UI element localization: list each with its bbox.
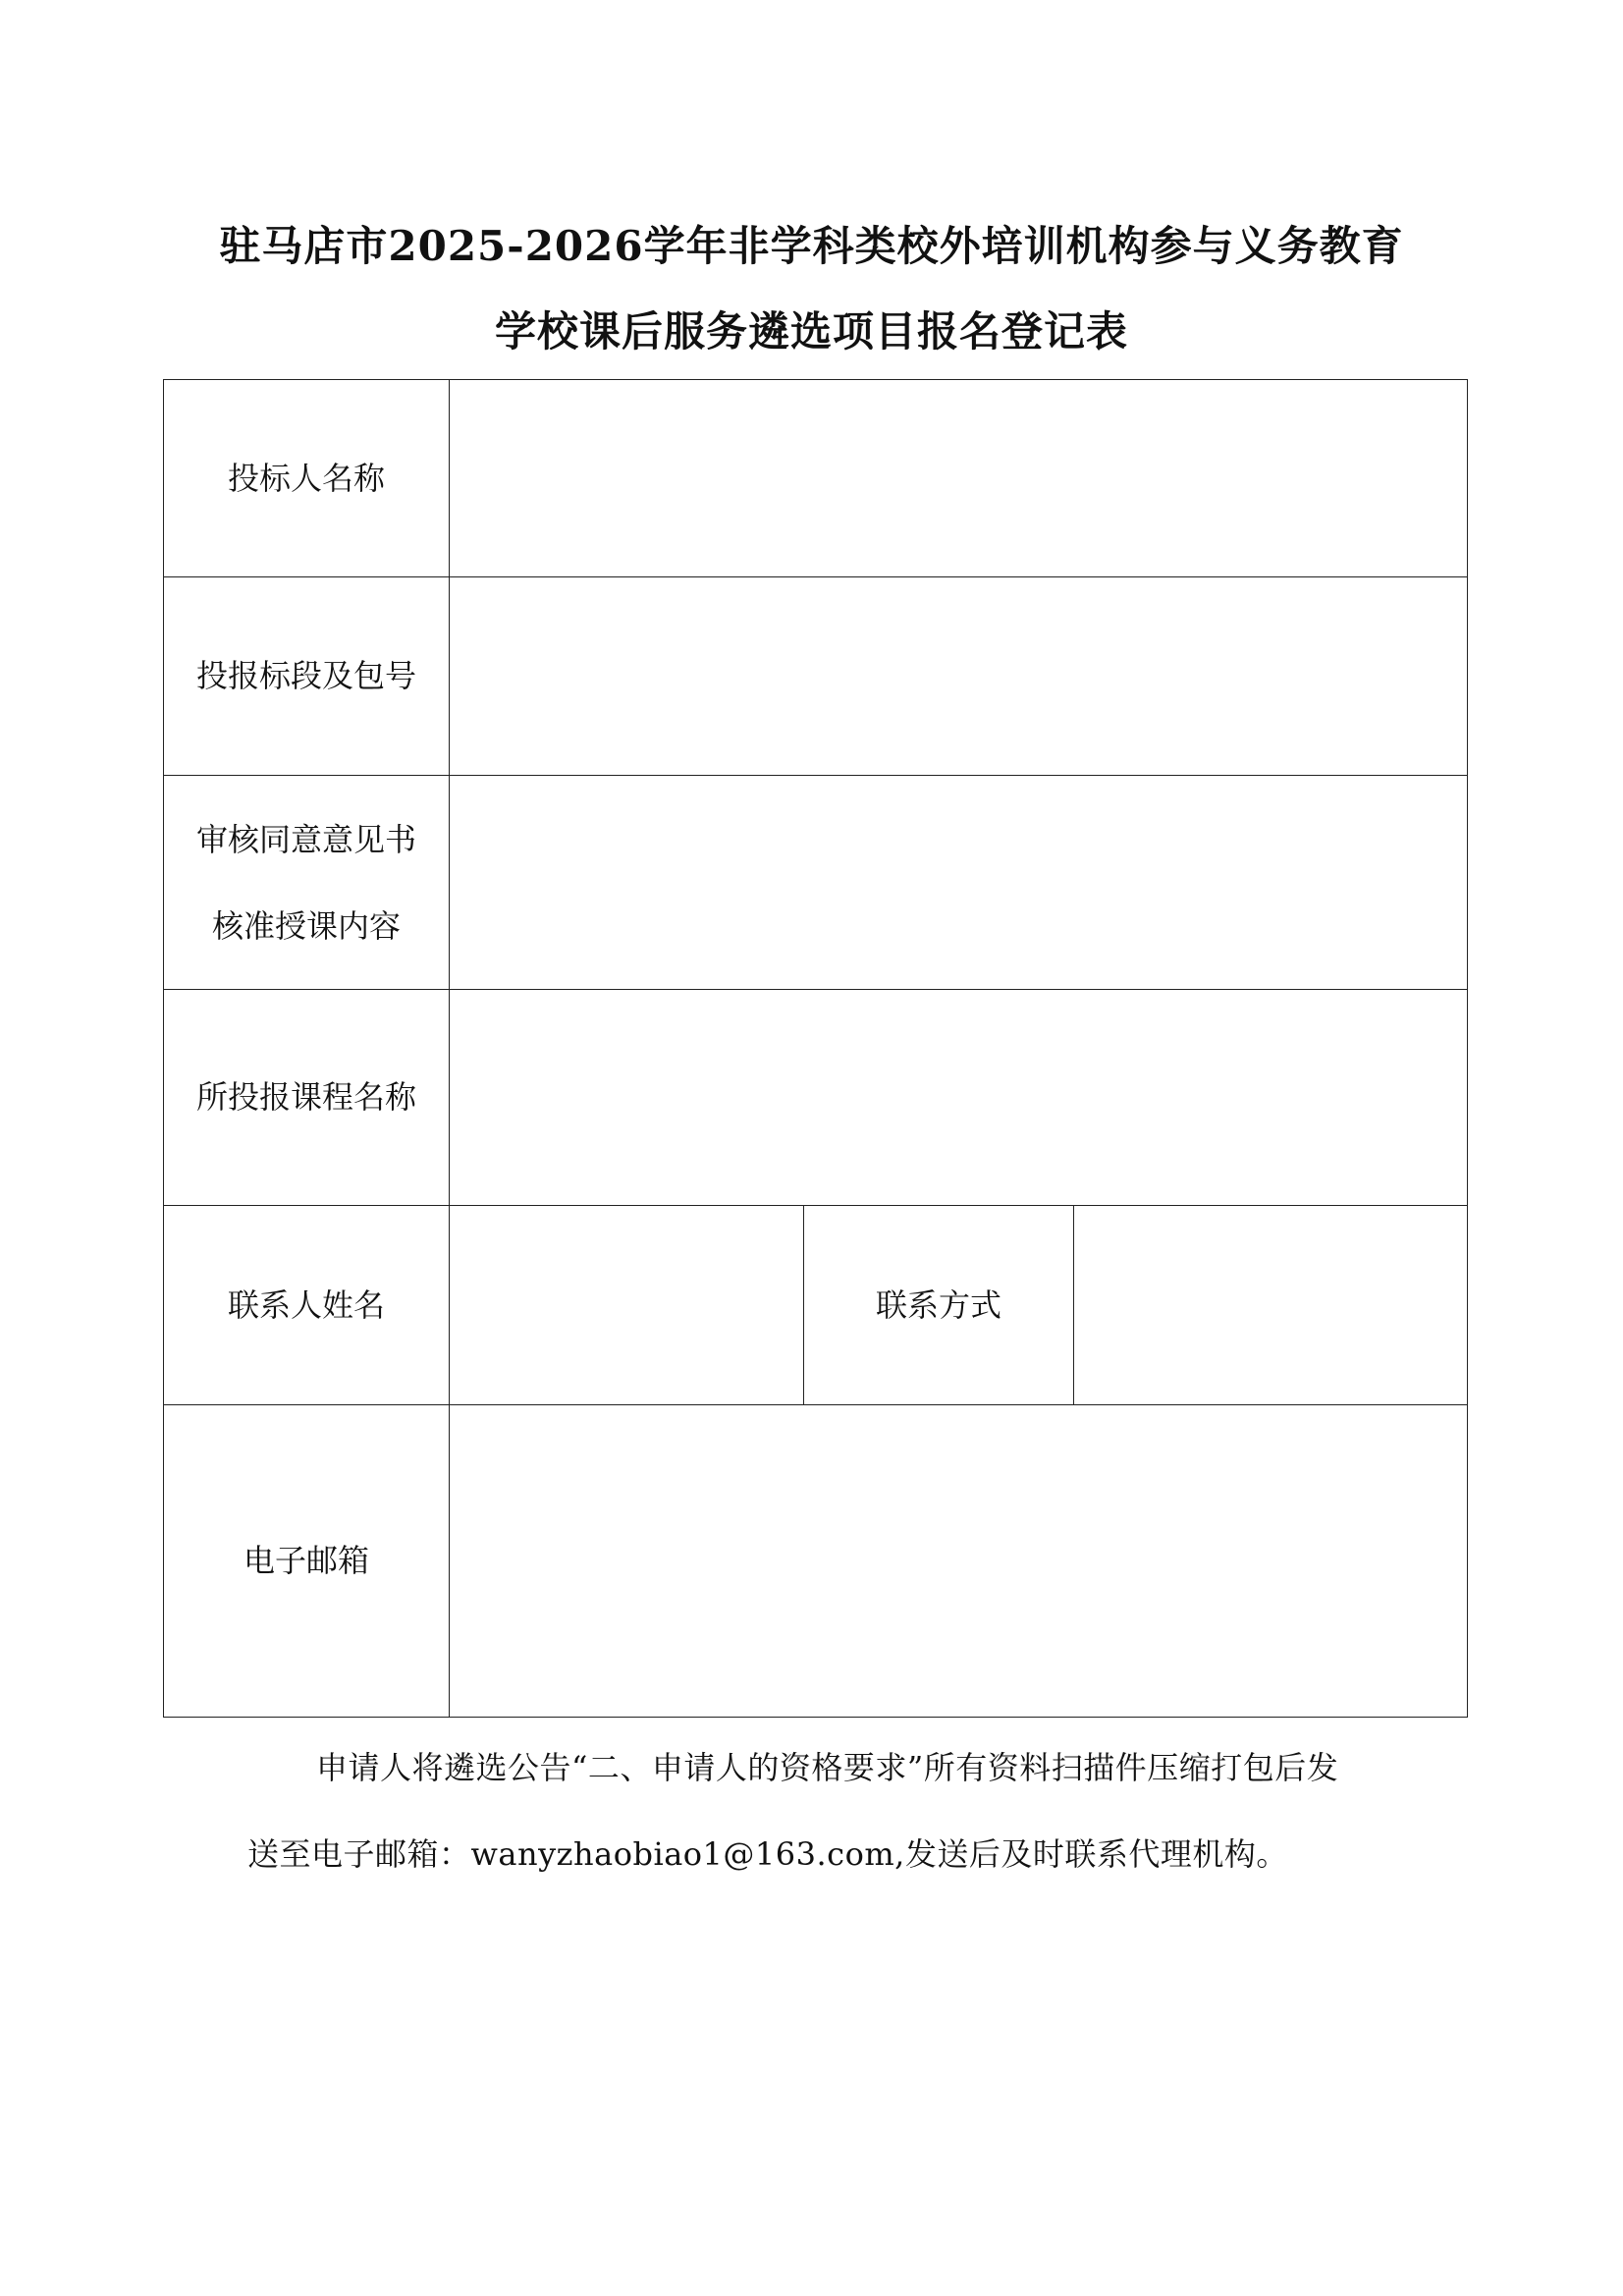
approval-field[interactable] xyxy=(450,776,1468,990)
contact-name-label: 联系人姓名 xyxy=(227,1285,385,1324)
row-course-name xyxy=(164,990,1468,1206)
form-title-line1: 驻马店市2025-2026学年非学科类校外培训机构参与义务教育 xyxy=(219,222,1404,270)
contact-method-label: 联系方式 xyxy=(875,1285,1001,1324)
row-bidder-name xyxy=(164,380,1468,577)
submission-note-line1: 申请人将遴选公告“二、申请人的资格要求”所有资料扫描件压缩打包后发 xyxy=(316,1749,1339,1786)
approval-label-cell xyxy=(164,776,450,990)
section-label: 投报标段及包号 xyxy=(195,657,416,695)
section-field[interactable] xyxy=(450,577,1468,776)
bidder-name-label-cell xyxy=(164,380,450,577)
approval-label-line2: 核准授课内容 xyxy=(211,906,401,945)
approval-label-line1: 审核同意意见书 xyxy=(195,820,416,858)
row-email xyxy=(164,1405,1468,1718)
row-contact xyxy=(164,1206,1468,1405)
contact-method-field[interactable] xyxy=(1074,1206,1468,1405)
course-name-label: 所投报课程名称 xyxy=(195,1078,416,1117)
contact-name-label-cell xyxy=(164,1206,450,1405)
email-label: 电子邮箱 xyxy=(243,1542,369,1580)
course-name-label-cell xyxy=(164,990,450,1206)
contact-name-field[interactable] xyxy=(450,1206,804,1405)
email-field[interactable] xyxy=(450,1405,1468,1718)
section-label-cell xyxy=(164,577,450,776)
contact-method-label-cell xyxy=(804,1206,1074,1405)
submission-note-line2: 送至电子邮箱：wanyzhaobiao1@163.com,发送后及时联系代理机构。 xyxy=(247,1835,1288,1873)
registration-form-table xyxy=(163,379,1468,1718)
bidder-name-label: 投标人名称 xyxy=(227,459,385,497)
bidder-name-field[interactable] xyxy=(450,380,1468,577)
course-name-field[interactable] xyxy=(450,990,1468,1206)
row-section xyxy=(164,577,1468,776)
row-approval xyxy=(164,776,1468,990)
form-title-line2: 学校课后服务遴选项目报名登记表 xyxy=(494,307,1128,355)
email-label-cell xyxy=(164,1405,450,1718)
